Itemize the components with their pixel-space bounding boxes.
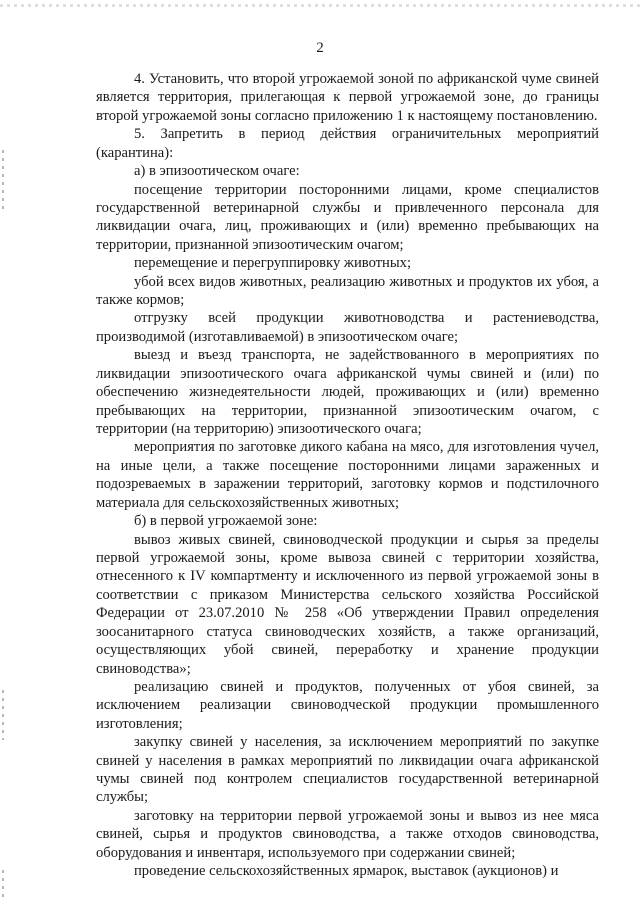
subsection-heading-a: а) в эпизоотическом очаге:	[134, 163, 300, 180]
paragraph: мероприятия по заготовке дикого кабана на мясо, для изготовления чучел, на иные цели, а также посещение посторонними лицами зараженных и подозреваемых в заражении территорий, заготовку кормов и подстилочного материала для сельскохозяйственных животных;	[96, 439, 599, 511]
paragraph: реализацию свиней и продуктов, полученных от убоя свиней, за исключением реализации свиноводческой продукции промышленного изготовления;	[96, 678, 599, 732]
scan-edge-left	[2, 150, 4, 210]
paragraph: заготовку на территории первой угрожаемой зоны и вывоз из нее мяса свиней, сырья и продуктов свиноводства, а также отходов свиноводства, оборудования и инвентаря, используемого при содержании свиней;	[96, 807, 599, 861]
page-number: 2	[316, 40, 324, 56]
paragraph-item-4: 4. Установить, что второй угрожаемой зоной по африканской чуме свиней является территория, прилегающая к первой угрожаемой зоне, до границы второй угрожаемой зоны согласно приложению 1 к настоящему постановлению.	[96, 71, 599, 124]
subsection-heading-b: б) в первой угрожаемой зоне:	[134, 513, 318, 530]
paragraph: убой всех видов животных, реализацию животных и продуктов их убоя, а также кормов;	[96, 273, 599, 309]
paragraph: посещение территории посторонними лицами, кроме специалистов государственной ветеринарной службы и привлеченного персонала для ликвидации очага, лиц, проживающих и (или) временно пребывающих на территории, признанной эпизоотическим очагом;	[96, 181, 599, 253]
paragraph: выезд и въезд транспорта, не задействованного в мероприятиях по ликвидации эпизоотического очага африканской чумы свиней и (или) по обеспечению жизнедеятельности людей, проживающих и (или) временно пребывающих на территории, признанной эпизоотическим очагом, с территории (на территорию) эпизоотического очага;	[96, 347, 599, 438]
paragraph: проведение сельскохозяйственных ярмарок, выставок (аукционов) и	[134, 863, 559, 880]
paragraph: закупку свиней у населения, за исключением мероприятий по закупке свиней у населения в рамках мероприятий по ликвидации очага африканской чумы свиней под контролем специалистов государственной ветеринарной службы;	[96, 734, 599, 806]
scan-edge-left	[2, 690, 4, 740]
paragraph: перемещение и перегруппировку животных;	[134, 255, 412, 272]
paragraph: вывоз живых свиней, свиноводческой продукции и сырья за пределы первой угрожаемой зоны, кроме вывоза свиней с территории хозяйства, отнесенного к IV компартменту и исключенного из первой угрожаемой зоны в соответствии с приказом Министерства сельского хозяйства Российской Федерации от 23.07.2010 № 258 «Об утверждении Правил определения зоосанитарного статуса свиноводческих хозяйств, а также организаций, осуществляющих убой свиней, переработку и хранение продукции свиноводства»;	[96, 531, 599, 677]
paragraph-item-5: 5. Запретить в период действия ограничительных мероприятий (карантина):	[96, 126, 599, 161]
scan-edge-top	[0, 4, 640, 7]
paragraph: отгрузку всей продукции животноводства и растениеводства, производимой (изготавливаемой) в эпизоотическом очаге;	[96, 310, 599, 345]
document-body	[96, 70, 599, 881]
scan-edge-left	[2, 870, 4, 900]
